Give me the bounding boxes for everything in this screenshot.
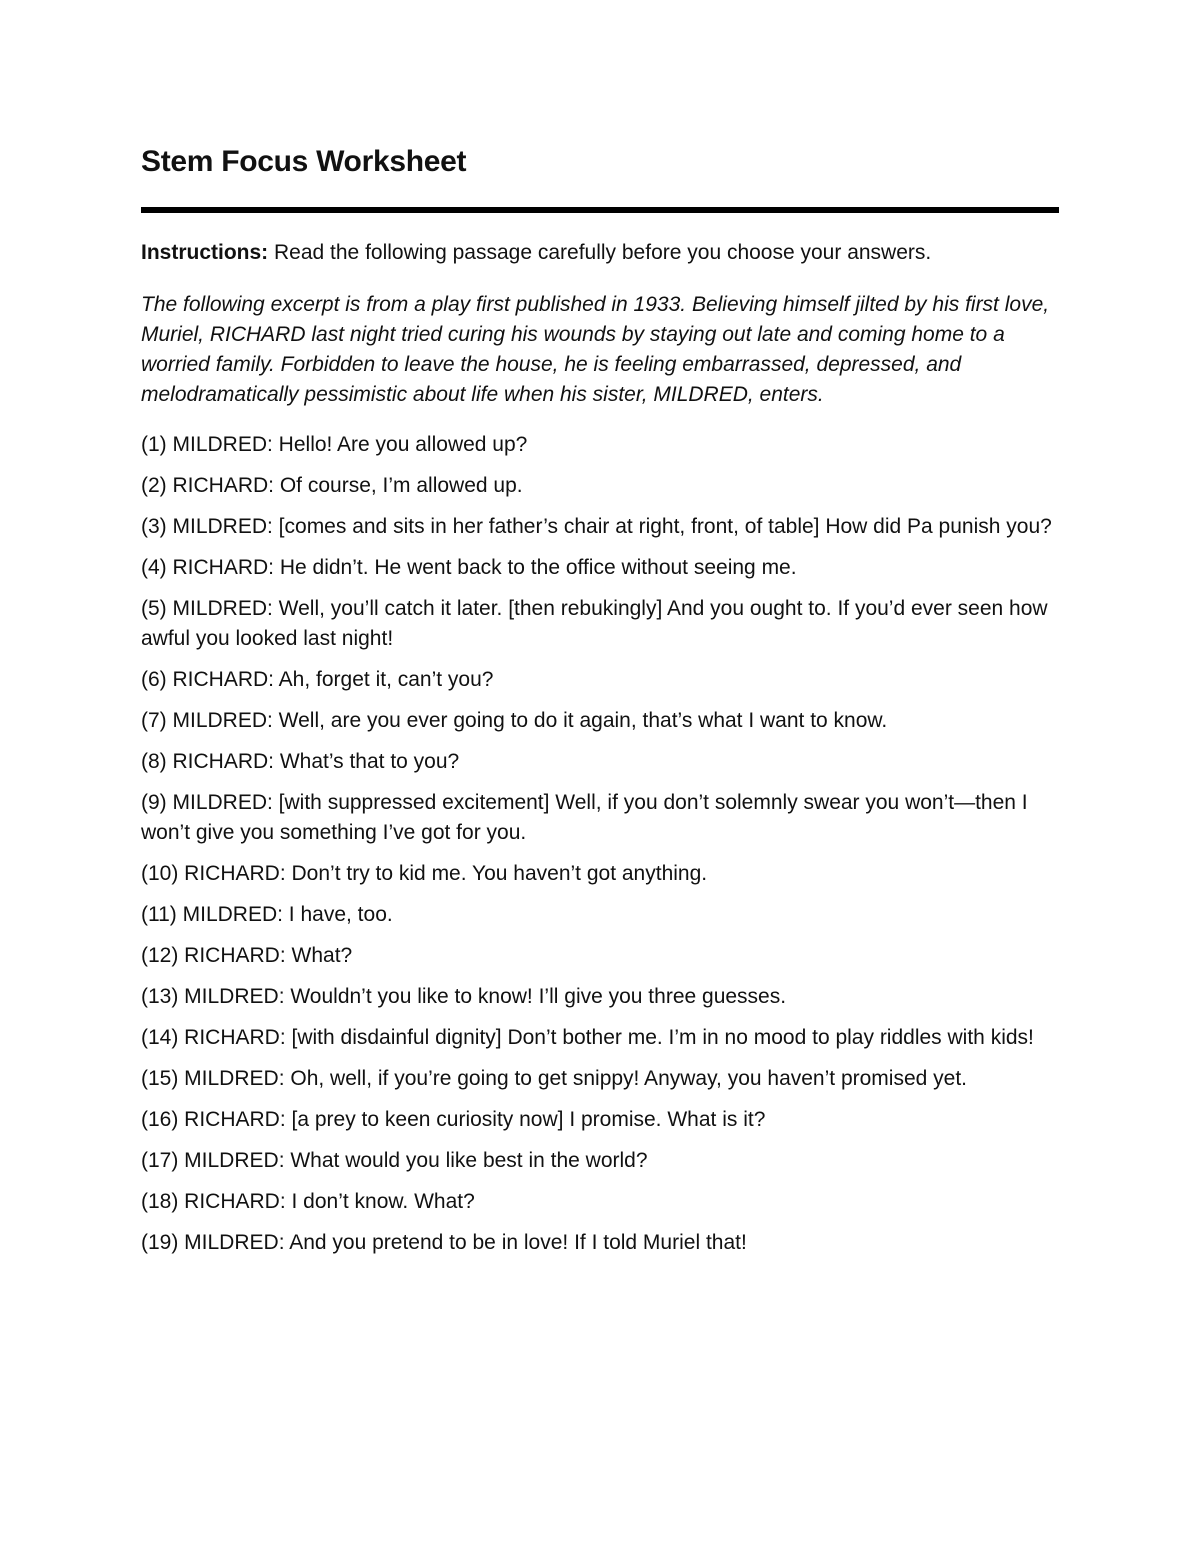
dialogue-line: (13) MILDRED: Wouldn’t you like to know! I’ll give you three guesses. bbox=[141, 985, 787, 1008]
instructions bbox=[141, 238, 1059, 268]
dialogue-line: (5) MILDRED: Well, you’ll catch it later. [then rebukingly] And you ought to. If you’d ever seen how awful you looked last night! bbox=[141, 597, 1048, 650]
dialogue-line: (18) RICHARD: I don’t know. What? bbox=[141, 1190, 475, 1213]
dialogue-line: (17) MILDRED: What would you like best in the world? bbox=[141, 1149, 648, 1172]
dialogue-line: (8) RICHARD: What’s that to you? bbox=[141, 750, 460, 773]
instructions-label: Instructions: bbox=[141, 241, 269, 264]
instructions-text: Read the following passage carefully before you choose your answers. bbox=[268, 241, 932, 264]
dialogue-line: (12) RICHARD: What? bbox=[141, 944, 353, 967]
dialogue-line: (4) RICHARD: He didn’t. He went back to the office without seeing me. bbox=[141, 556, 797, 579]
dialogue-line: (6) RICHARD: Ah, forget it, can’t you? bbox=[141, 668, 494, 691]
dialogue-line: (9) MILDRED: [with suppressed excitement] Well, if you don’t solemnly swear you won’t—then I won’t give you something I’ve got for you. bbox=[141, 791, 1028, 844]
dialogue-line: (11) MILDRED: I have, too. bbox=[141, 903, 393, 926]
dialogue-line: (16) RICHARD: [a prey to keen curiosity now] I promise. What is it? bbox=[141, 1108, 766, 1131]
dialogue-line: (19) MILDRED: And you pretend to be in love! If I told Muriel that! bbox=[141, 1231, 747, 1254]
dialogue-line: (1) MILDRED: Hello! Are you allowed up? bbox=[141, 433, 528, 456]
dialogue-line: (14) RICHARD: [with disdainful dignity] Don’t bother me. I’m in no mood to play riddles with kids! bbox=[141, 1026, 1034, 1049]
dialogue-line: (7) MILDRED: Well, are you ever going to do it again, that’s what I want to know. bbox=[141, 709, 888, 732]
dialogue bbox=[141, 430, 1059, 1258]
dialogue-line: (3) MILDRED: [comes and sits in her father’s chair at right, front, of table] How did Pa punish you? bbox=[141, 515, 1052, 538]
dialogue-line: (2) RICHARD: Of course, I’m allowed up. bbox=[141, 474, 523, 497]
title-divider bbox=[141, 207, 1059, 213]
dialogue-line: (15) MILDRED: Oh, well, if you’re going to get snippy! Anyway, you haven’t promised yet. bbox=[141, 1067, 967, 1090]
dialogue-line: (10) RICHARD: Don’t try to kid me. You haven’t got anything. bbox=[141, 862, 708, 885]
intro-paragraph: The following excerpt is from a play first published in 1933. Believing himself jilted by his first love, Muriel, RICHARD last night tried curing his wounds by staying out late and coming home to a worried family. Forbidden to leave the house, he is feeling embarrassed, depressed, and melodramatically pessimistic about life when his sister, MILDRED, enters. bbox=[141, 293, 1050, 406]
page-title: Stem Focus Worksheet bbox=[141, 145, 467, 178]
worksheet-page bbox=[141, 140, 1059, 1269]
